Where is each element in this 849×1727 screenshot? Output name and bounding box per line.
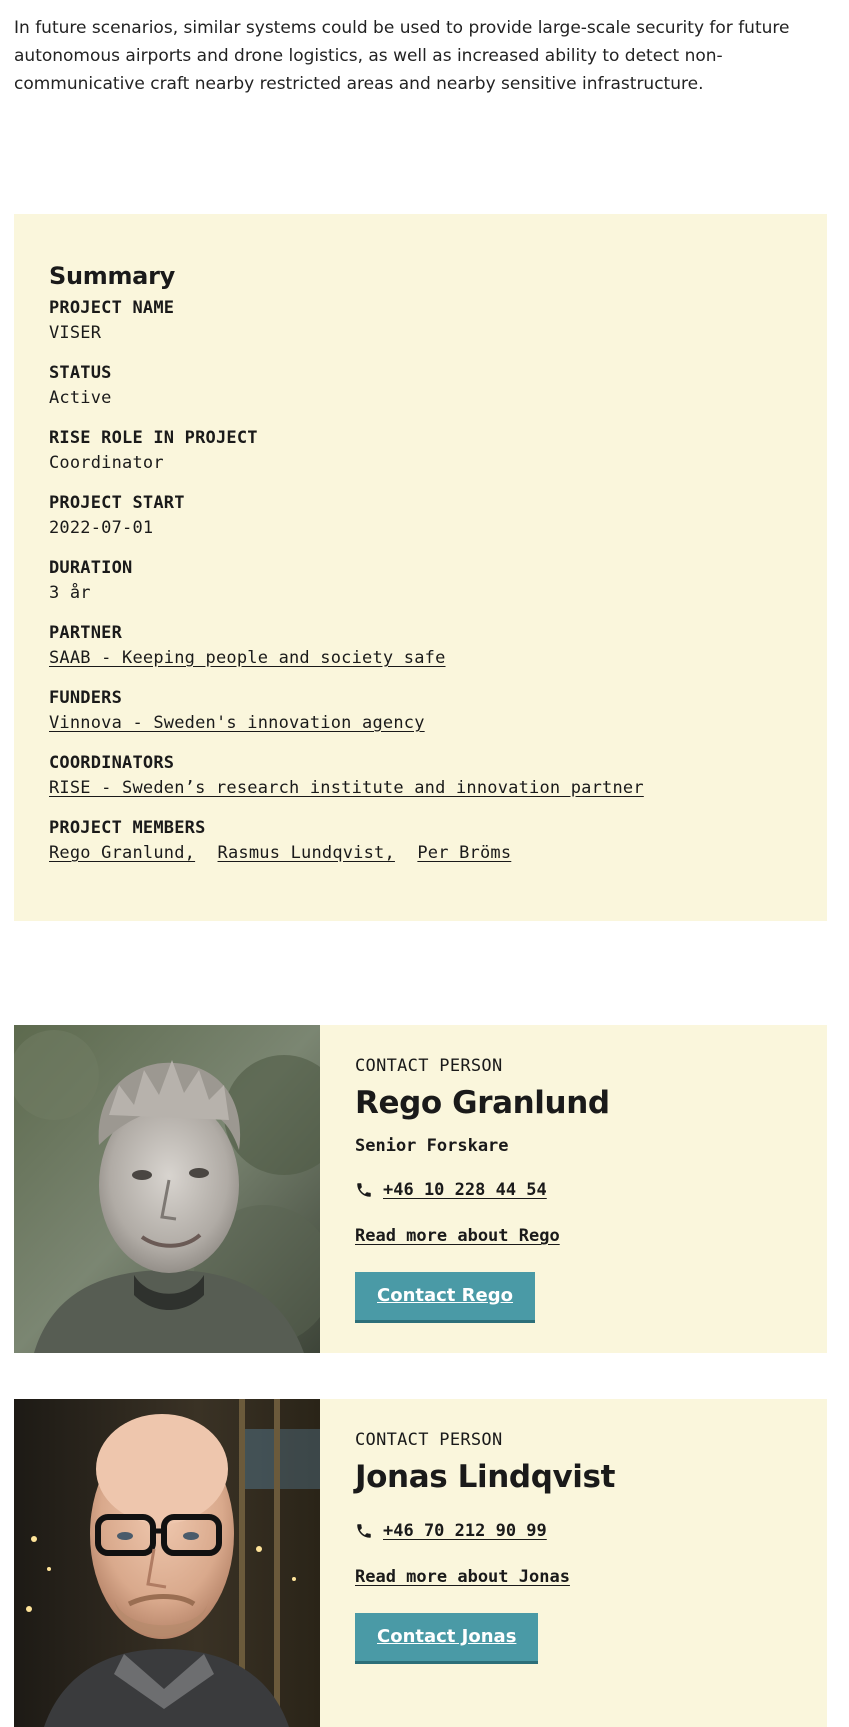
- field-rise-role: [49, 426, 792, 476]
- phone-link[interactable]: +46 70 212 90 99: [383, 1521, 547, 1541]
- summary-panel: [14, 214, 827, 921]
- read-more-link[interactable]: Read more about Rego: [355, 1226, 560, 1246]
- phone-link[interactable]: +46 10 228 44 54: [383, 1180, 547, 1200]
- field-value: 2022-07-01: [49, 518, 154, 538]
- contact-button[interactable]: Contact Rego: [355, 1272, 535, 1323]
- contact-role: Senior Forskare: [355, 1136, 509, 1156]
- field-status: [49, 361, 792, 411]
- contact-button[interactable]: Contact Jonas: [355, 1613, 538, 1664]
- field-label: DURATION: [49, 558, 133, 578]
- member-link[interactable]: Rego Granlund,: [49, 843, 196, 863]
- field-label: PARTNER: [49, 623, 123, 643]
- summary-heading: Summary: [49, 262, 175, 290]
- field-project-members: [49, 816, 792, 866]
- field-coordinators: [49, 751, 792, 801]
- field-value: VISER: [49, 323, 102, 343]
- contact-card-rego: [14, 1025, 827, 1353]
- field-label: RISE ROLE IN PROJECT: [49, 428, 258, 448]
- member-link[interactable]: Per Bröms: [417, 843, 512, 863]
- contact-card-jonas: [14, 1399, 827, 1727]
- field-funders: [49, 686, 792, 736]
- contact-kicker: CONTACT PERSON: [355, 1056, 503, 1076]
- phone-icon: [355, 1181, 373, 1199]
- member-link[interactable]: Rasmus Lundqvist,: [217, 843, 395, 863]
- contact-photo: [14, 1025, 320, 1353]
- coordinator-link[interactable]: RISE - Sweden’s research institute and innovation partner: [49, 778, 644, 798]
- partner-link[interactable]: SAAB - Keeping people and society safe: [49, 648, 446, 668]
- field-label: STATUS: [49, 363, 112, 383]
- field-value: Active: [49, 388, 112, 408]
- field-partner: [49, 621, 792, 671]
- contact-photo: [14, 1399, 320, 1727]
- field-project-start: [49, 491, 792, 541]
- contact-kicker: CONTACT PERSON: [355, 1430, 503, 1450]
- funder-link[interactable]: Vinnova - Sweden's innovation agency: [49, 713, 425, 733]
- contact-phone-row: [355, 1180, 807, 1200]
- field-value: Coordinator: [49, 453, 164, 473]
- field-duration: [49, 556, 792, 606]
- contact-phone-row: [355, 1521, 807, 1541]
- field-project-name: [49, 296, 792, 346]
- intro-paragraph: In future scenarios, similar systems could be used to provide large-scale security for future autonomous airports and drone logistics, as well as increased ability to detect non-communicative craft nearby restricted areas and nearby sensitive infrastructure.: [14, 18, 790, 94]
- field-label: PROJECT NAME: [49, 298, 175, 318]
- field-label: PROJECT MEMBERS: [49, 818, 206, 838]
- field-label: FUNDERS: [49, 688, 123, 708]
- field-label: PROJECT START: [49, 493, 185, 513]
- field-value: 3 år: [49, 583, 91, 603]
- contact-name: Jonas Lindqvist: [355, 1459, 615, 1495]
- field-label: COORDINATORS: [49, 753, 175, 773]
- phone-icon: [355, 1522, 373, 1540]
- contact-name: Rego Granlund: [355, 1085, 610, 1121]
- read-more-link[interactable]: Read more about Jonas: [355, 1567, 570, 1587]
